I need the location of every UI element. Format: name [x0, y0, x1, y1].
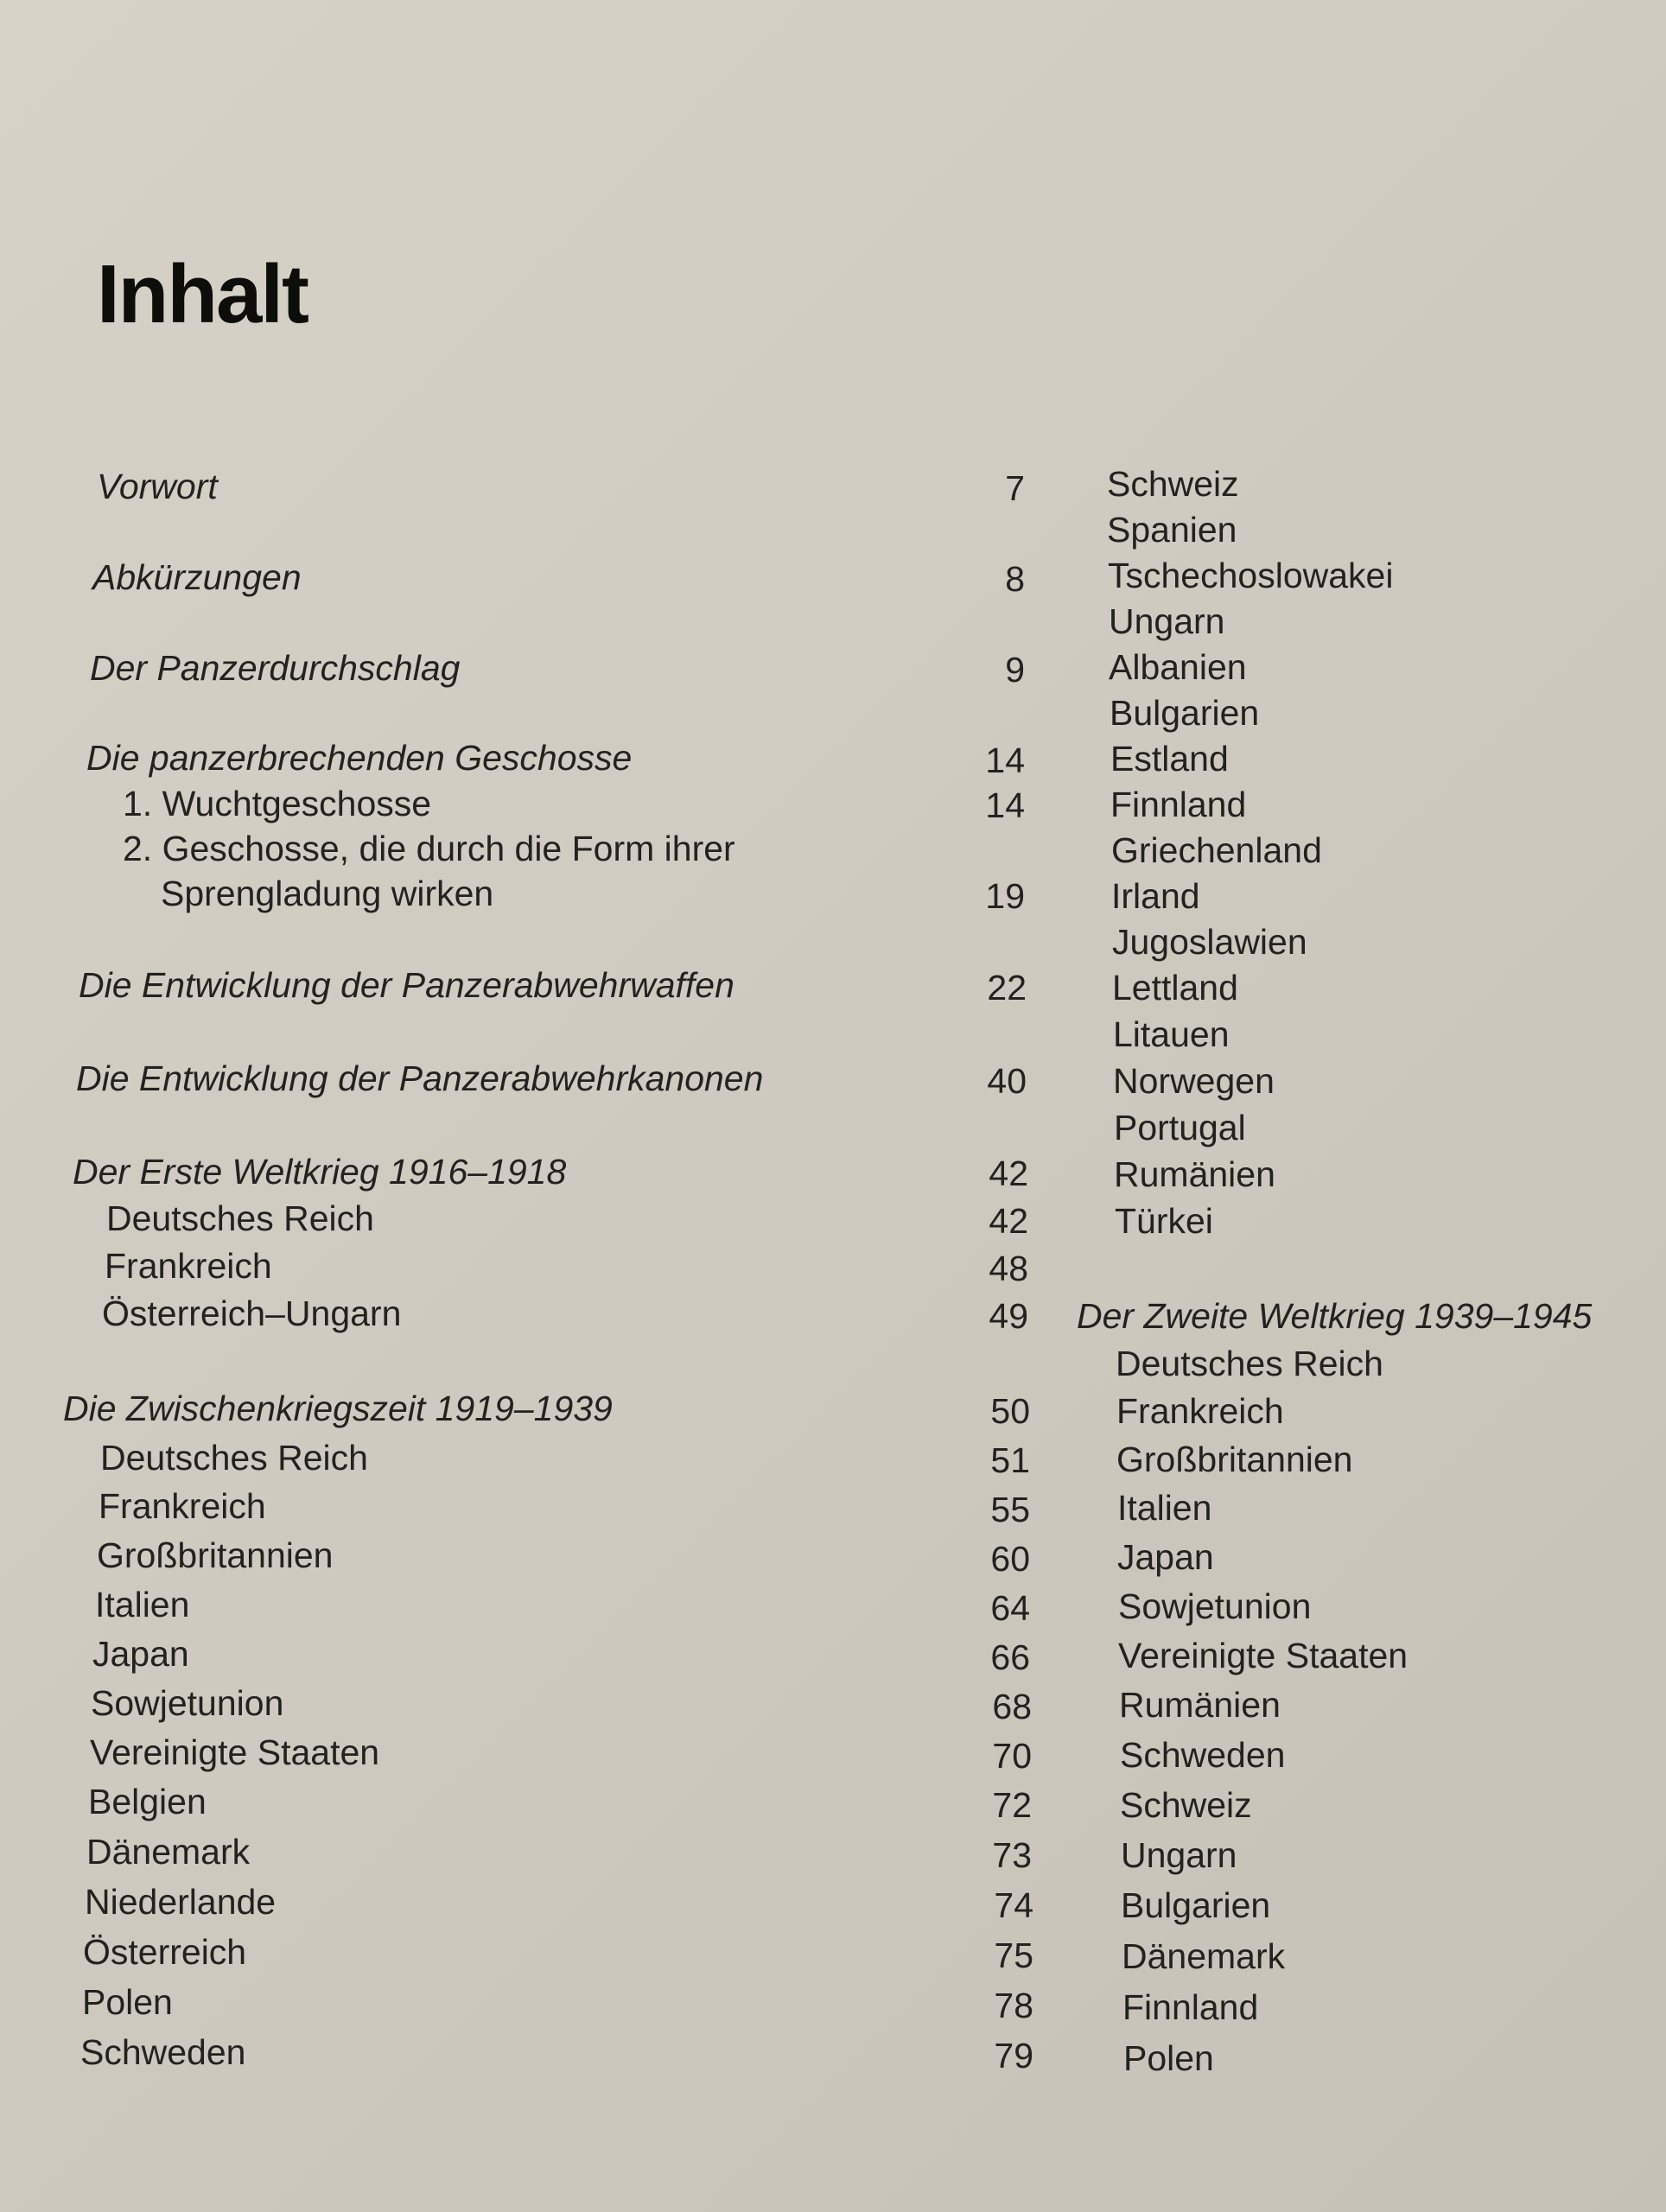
toc-page-number: 49	[989, 1296, 1028, 1336]
toc-page-number: 73	[992, 1835, 1032, 1875]
toc-entry-oesterreich-ungarn: Österreich–Ungarn	[102, 1294, 402, 1333]
toc-page-number: 79	[994, 2036, 1033, 2075]
toc-entry-belgien: Belgien	[88, 1782, 207, 1821]
toc-entry-daenemark: Dänemark	[86, 1832, 251, 1872]
toc-page-number: 42	[989, 1154, 1028, 1193]
toc-entry-tschechoslowakei: Tschechoslowakei	[1108, 556, 1394, 595]
toc-page-number: 9	[1005, 650, 1025, 690]
toc-entry-wuchtgeschosse: 1. Wuchtgeschosse	[123, 784, 432, 823]
toc-page-number: 55	[990, 1490, 1030, 1529]
toc-entry-portugal: Portugal	[1114, 1108, 1246, 1147]
toc-entry-finnland: Finnland	[1122, 1987, 1259, 2027]
toc-page-number: 64	[990, 1588, 1030, 1628]
toc-entry-daenemark: Dänemark	[1122, 1936, 1286, 1976]
toc-entry-frankreich: Frankreich	[99, 1486, 266, 1526]
toc-entry-italien: Italien	[1117, 1488, 1212, 1528]
toc-page-number: 66	[990, 1637, 1030, 1677]
toc-entry-zweiter-weltkrieg: Der Zweite Weltkrieg 1939–1945	[1077, 1296, 1593, 1336]
toc-page-number: 48	[989, 1249, 1028, 1288]
toc-page-number: 70	[992, 1736, 1032, 1776]
toc-entry-hohlladung: 2. Geschosse, die durch die Form ihrer	[123, 829, 735, 868]
toc-entry-norwegen: Norwegen	[1113, 1061, 1275, 1101]
toc-entry-schweden: Schweden	[80, 2032, 246, 2072]
toc-entry-vorwort: Vorwort	[97, 467, 218, 506]
toc-page-number: 72	[992, 1785, 1032, 1825]
toc-page-number: 22	[987, 968, 1027, 1007]
toc-entry-spanien: Spanien	[1107, 510, 1237, 550]
toc-entry-ungarn: Ungarn	[1121, 1835, 1237, 1875]
toc-entry-panzerdurchschlag: Der Panzerdurchschlag	[90, 648, 461, 688]
toc-entry-schweiz: Schweiz	[1107, 464, 1239, 504]
toc-entry-italien: Italien	[95, 1585, 190, 1624]
toc-entry-rumaenien: Rumänien	[1119, 1685, 1281, 1725]
toc-entry-estland: Estland	[1110, 739, 1229, 779]
toc-entry-bulgarien: Bulgarien	[1110, 693, 1260, 733]
toc-page-number: 60	[990, 1539, 1030, 1579]
toc-entry-vereinigte-staaten: Vereinigte Staaten	[90, 1732, 380, 1772]
toc-page-number: 50	[990, 1391, 1030, 1431]
toc-page-number: 7	[1005, 468, 1025, 508]
toc-entry-frankreich: Frankreich	[1116, 1391, 1284, 1431]
toc-entry-griechenland: Griechenland	[1111, 830, 1322, 870]
toc-entry-polen: Polen	[1123, 2038, 1214, 2078]
toc-entry-sowjetunion: Sowjetunion	[91, 1683, 284, 1723]
toc-page-number: 8	[1005, 559, 1025, 599]
toc-entry-vereinigte-staaten: Vereinigte Staaten	[1118, 1636, 1408, 1675]
page-title: Inhalt	[97, 248, 308, 340]
toc-entry-irland: Irland	[1111, 876, 1200, 916]
toc-entry-japan: Japan	[92, 1634, 189, 1674]
toc-entry-schweiz: Schweiz	[1120, 1785, 1252, 1825]
toc-page-number: 42	[989, 1201, 1028, 1241]
toc-entry-sowjetunion: Sowjetunion	[1118, 1586, 1312, 1626]
toc-entry-schweden: Schweden	[1120, 1735, 1286, 1775]
toc-entry-frankreich: Frankreich	[105, 1246, 272, 1286]
toc-entry-lettland: Lettland	[1112, 968, 1238, 1007]
toc-entry-deutsches-reich: Deutsches Reich	[100, 1438, 368, 1478]
toc-entry-rumaenien: Rumänien	[1114, 1154, 1275, 1194]
toc-page-number: 14	[985, 741, 1025, 780]
toc-entry-jugoslawien: Jugoslawien	[1112, 922, 1307, 962]
toc-page-number: 68	[992, 1687, 1032, 1726]
toc-page-number: 40	[987, 1061, 1027, 1101]
toc-page-number: 14	[985, 785, 1025, 825]
toc-page-number: 75	[994, 1936, 1033, 1975]
toc-entry-bulgarien: Bulgarien	[1121, 1885, 1271, 1925]
toc-entry-erster-weltkrieg: Der Erste Weltkrieg 1916–1918	[73, 1152, 567, 1192]
toc-entry-abkuerzungen: Abkürzungen	[92, 557, 302, 597]
toc-entry-finnland: Finnland	[1110, 785, 1247, 824]
toc-entry-tuerkei: Türkei	[1115, 1201, 1213, 1241]
toc-page-number: 19	[985, 876, 1025, 916]
toc-entry-geschosse: Die panzerbrechenden Geschosse	[86, 738, 633, 778]
toc-entry-grossbritannien: Großbritannien	[97, 1535, 334, 1575]
toc-entry-polen: Polen	[82, 1982, 173, 2022]
toc-entry-sprengladung: Sprengladung wirken	[161, 874, 494, 913]
toc-entry-ungarn: Ungarn	[1109, 601, 1225, 641]
toc-entry-deutsches-reich: Deutsches Reich	[1116, 1344, 1383, 1383]
toc-entry-japan: Japan	[1117, 1537, 1214, 1577]
toc-entry-litauen: Litauen	[1113, 1014, 1230, 1054]
toc-entry-albanien: Albanien	[1109, 647, 1247, 687]
toc-entry-panzerabwehrkanonen: Die Entwicklung der Panzerabwehrkanonen	[76, 1058, 764, 1098]
toc-entry-zwischenkriegszeit: Die Zwischenkriegszeit 1919–1939	[63, 1389, 613, 1428]
toc-entry-oesterreich: Österreich	[83, 1932, 247, 1972]
toc-entry-grossbritannien: Großbritannien	[1116, 1440, 1353, 1479]
toc-page-number: 78	[994, 1986, 1033, 2025]
toc-page-number: 74	[994, 1885, 1033, 1925]
toc-entry-panzerabwehrwaffen: Die Entwicklung der Panzerabwehrwaffen	[79, 965, 734, 1005]
toc-entry-niederlande: Niederlande	[85, 1882, 277, 1922]
toc-entry-deutsches-reich: Deutsches Reich	[106, 1198, 374, 1238]
toc-page-number: 51	[990, 1440, 1030, 1480]
